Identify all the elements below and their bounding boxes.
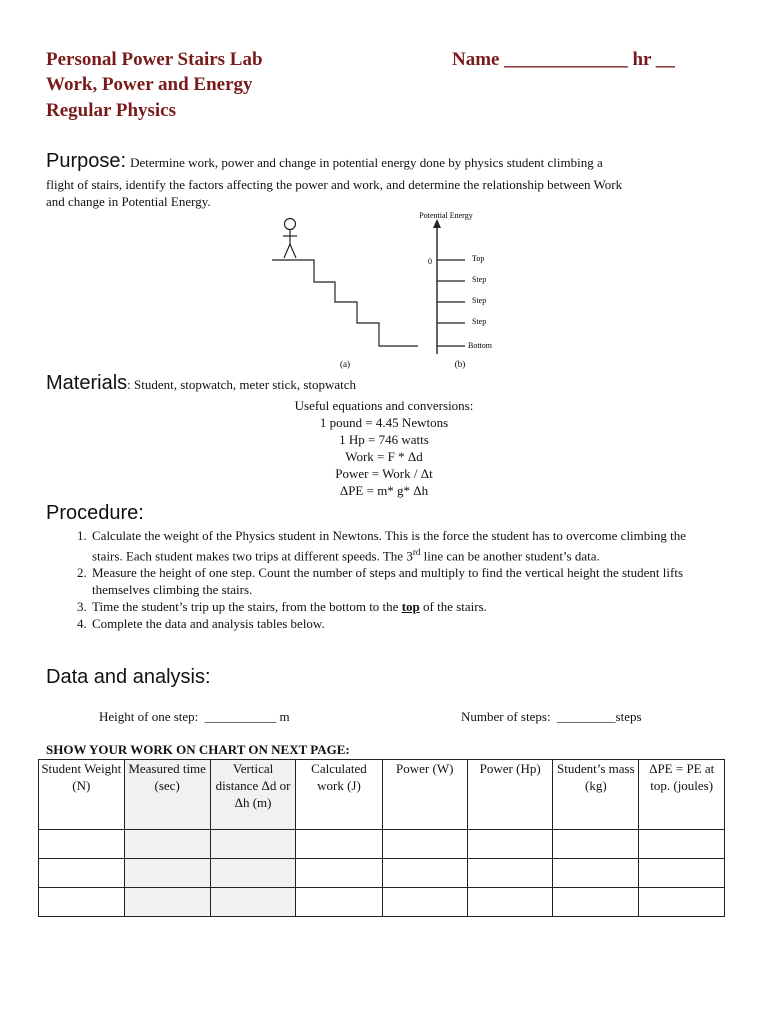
- purpose-text-line3: and change in Potential Energy.: [46, 194, 211, 209]
- table-cell[interactable]: [210, 888, 296, 917]
- level-label-step: Step: [472, 296, 487, 305]
- procedure-step: 4. Complete the data and analysis tables below.: [90, 615, 706, 632]
- procedure-heading: Procedure:: [46, 502, 144, 524]
- table-cell[interactable]: [639, 830, 725, 859]
- energy-levels: [437, 260, 465, 346]
- procedure-step: 3. Time the student’s trip up the stairs, from the bottom to the top of the stairs.: [90, 598, 706, 615]
- table-row: [39, 830, 725, 859]
- lab-subtitle: Work, Power and Energy: [46, 74, 253, 95]
- equation: Work = F * Δd: [345, 449, 423, 464]
- purpose-text-line2: flight of stairs, identify the factors affecting the power and work, and determine the relationship between Work: [46, 177, 623, 192]
- col-header: Measured time (sec): [124, 760, 210, 830]
- show-work-instruction: SHOW YOUR WORK ON CHART ON NEXT PAGE:: [46, 742, 350, 757]
- table-cell[interactable]: [296, 830, 382, 859]
- table-cell[interactable]: [382, 830, 467, 859]
- col-header: Power (W): [382, 760, 467, 830]
- table-cell[interactable]: [382, 859, 467, 888]
- table-cell[interactable]: [553, 888, 639, 917]
- energy-axis-label: Potential Energy: [419, 211, 473, 220]
- table-row: [39, 888, 725, 917]
- table-cell[interactable]: [39, 859, 125, 888]
- table-cell[interactable]: [382, 888, 467, 917]
- stick-figure-icon: [283, 219, 297, 259]
- zero-label: 0: [428, 257, 432, 266]
- equation: Power = Work / Δt: [335, 466, 433, 481]
- step-height-blank[interactable]: ___________: [204, 709, 277, 724]
- table-cell[interactable]: [296, 859, 382, 888]
- equation: 1 Hp = 746 watts: [339, 432, 429, 447]
- table-cell[interactable]: [124, 888, 210, 917]
- level-label-top: Top: [472, 254, 485, 263]
- table-cell[interactable]: [467, 830, 552, 859]
- num-steps-field: Number of steps: _________steps: [461, 709, 642, 724]
- purpose-text-line1: Determine work, power and change in potential energy done by physics student climbing a: [130, 155, 603, 170]
- equation: 1 pound = 4.45 Newtons: [319, 415, 449, 430]
- materials-list: : Student, stopwatch, meter stick, stopwatch: [127, 377, 357, 392]
- col-header: Student Weight (N): [39, 760, 125, 830]
- col-header: Power (Hp): [467, 760, 552, 830]
- table-cell[interactable]: [553, 830, 639, 859]
- caption-b: (b): [454, 359, 466, 369]
- level-label-step: Step: [472, 317, 487, 326]
- procedure-step: 2. Measure the height of one step. Count the number of steps and multiply to find the vertical height the student lifts themselves climbing the stairs.: [90, 564, 706, 598]
- name-hour-field: Name _____________ hr __: [452, 49, 675, 70]
- table-cell[interactable]: [124, 830, 210, 859]
- stairs-figure: [268, 206, 508, 372]
- axis-arrow-icon: [433, 219, 441, 228]
- level-label-step: Step: [472, 275, 487, 284]
- table-cell[interactable]: [639, 859, 725, 888]
- purpose-heading: Purpose:: [46, 150, 127, 172]
- step-height-field: Height of one step: ___________ m: [99, 709, 290, 724]
- table-cell[interactable]: [467, 859, 552, 888]
- col-header: ΔPE = PE at top. (joules): [639, 760, 725, 830]
- num-steps-blank[interactable]: _________: [557, 709, 616, 724]
- table-header-row: [39, 760, 725, 830]
- table-cell[interactable]: [210, 859, 296, 888]
- equations-heading: Useful equations and conversions:: [294, 398, 474, 413]
- table-row: [39, 859, 725, 888]
- data-table: [38, 759, 725, 917]
- materials-heading: Materials: [46, 372, 128, 394]
- purpose-section: [46, 150, 746, 173]
- col-header: Vertical distance Δd or Δh (m): [210, 760, 296, 830]
- table-cell[interactable]: [467, 888, 552, 917]
- table-cell[interactable]: [639, 888, 725, 917]
- table-cell[interactable]: [553, 859, 639, 888]
- col-header: Student’s mass (kg): [553, 760, 639, 830]
- course-name: Regular Physics: [46, 100, 177, 121]
- col-header: Calculated work (J): [296, 760, 382, 830]
- data-analysis-heading: Data and analysis:: [46, 666, 211, 688]
- table-cell[interactable]: [39, 888, 125, 917]
- table-cell[interactable]: [210, 830, 296, 859]
- caption-a: (a): [340, 359, 350, 369]
- procedure-list: [46, 527, 706, 632]
- table-cell[interactable]: [124, 859, 210, 888]
- table-cell[interactable]: [39, 830, 125, 859]
- lab-title: Personal Power Stairs Lab: [46, 49, 263, 70]
- level-label-bottom: Bottom: [468, 341, 493, 350]
- equation: ΔPE = m* g* Δh: [339, 483, 429, 498]
- staircase: [272, 260, 418, 346]
- procedure-step: 1. Calculate the weight of the Physics student in Newtons. This is the force the student has to overcome climbing the stairs. Each student makes two trips at different speeds. The 3rd line can be another student’s data.: [90, 527, 706, 564]
- materials-section: [46, 372, 746, 395]
- table-cell[interactable]: [296, 888, 382, 917]
- equations-block: [234, 397, 534, 499]
